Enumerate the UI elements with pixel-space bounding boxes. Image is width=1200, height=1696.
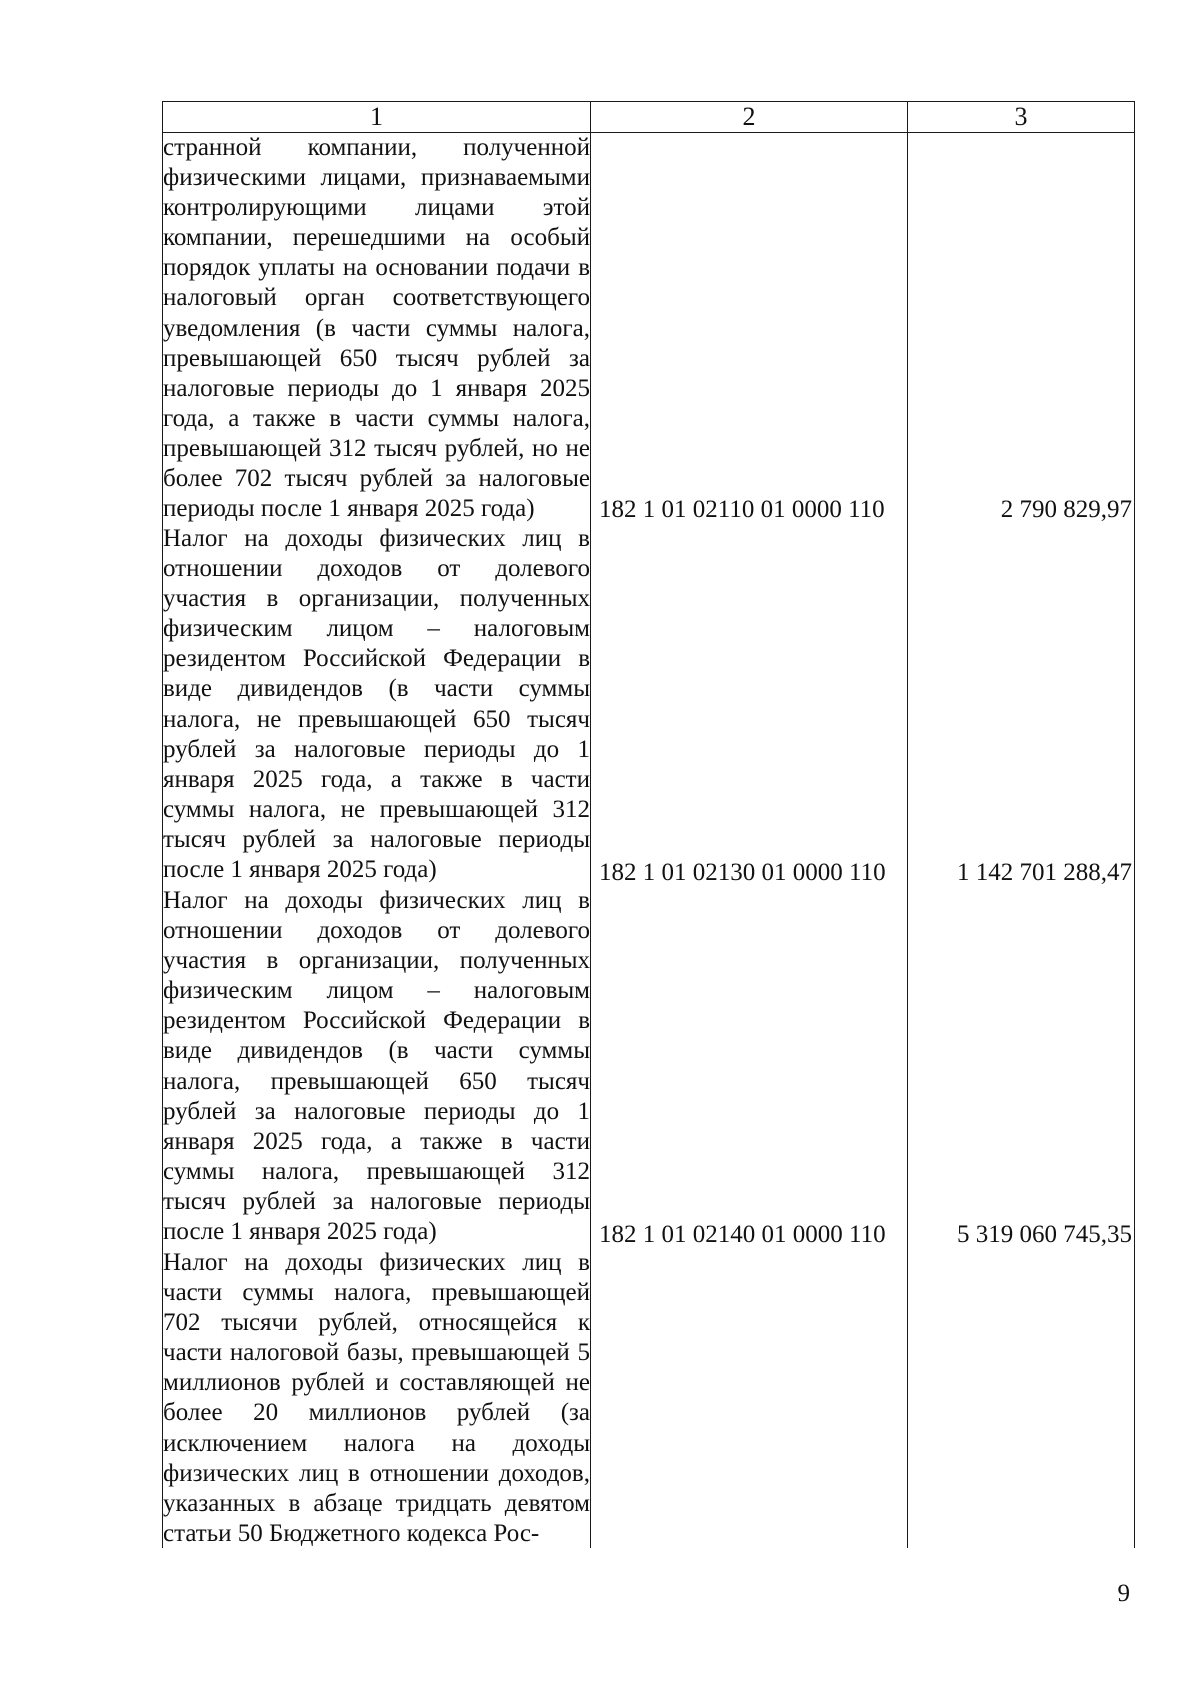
budget-classification-code: 182 1 01 02130 01 0000 110 bbox=[599, 859, 886, 886]
page-number: 9 bbox=[1117, 1580, 1130, 1607]
budget-classification-code: 182 1 01 02110 01 0000 110 bbox=[599, 496, 885, 523]
column-header-1: 1 bbox=[163, 102, 591, 133]
entry-description: Налог на доходы физических лиц в отношении доходов от долевого участия в организации, полученных физическим лицом – налоговым резидентом Российской Федерации в виде дивидендов (в части суммы налога, не превышающей 650 тысяч рублей за налоговые периоды до 1 января 2025 года, а также в части суммы налога, не превышающей 312 тысяч рублей за налоговые периоды после 1 января 2025 года) bbox=[163, 525, 590, 884]
code-column bbox=[591, 133, 908, 1549]
amount-value: 1 142 701 288,47 bbox=[957, 859, 1132, 886]
column-header-3: 3 bbox=[908, 102, 1135, 133]
amount-value: 5 319 060 745,35 bbox=[957, 1221, 1132, 1248]
table-header-row bbox=[163, 102, 1135, 133]
entry-description: Налог на доходы физических лиц в части суммы налога, превышающей 702 тысячи рублей, относящейся к части налоговой базы, превышающей 5 миллионов рублей и составляющей не более 20 миллионов рублей (за исключением налога на доходы физических лиц в отношении доходов, указанных в абзаце тридцать девятом статьи 50 Бюджетного кодекса Рос- bbox=[163, 1249, 590, 1547]
budget-revenue-table bbox=[162, 101, 1135, 1548]
budget-classification-code: 182 1 01 02140 01 0000 110 bbox=[599, 1221, 886, 1248]
entry-description: Налог на доходы физических лиц в отношении доходов от долевого участия в организации, полученных физическим лицом – налоговым резидентом Российской Федерации в виде дивидендов (в части суммы налога, превышающей 650 тысяч рублей за налоговые периоды до 1 января 2025 года, а также в части суммы налога, превышающей 312 тысяч рублей за налоговые периоды после 1 января 2025 года) bbox=[163, 887, 590, 1246]
amount-column bbox=[908, 133, 1135, 1549]
table-body-row bbox=[163, 133, 1135, 1549]
amount-value: 2 790 829,97 bbox=[1000, 496, 1132, 523]
description-column bbox=[163, 133, 591, 1549]
entry-description: странной компании, полученной физическими лицами, признаваемыми контролирующими лицами этой компании, перешедшими на особый порядок уплаты на основании подачи в налоговый орган соответствующего уведомления (в части суммы налога, превышающей 650 тысяч рублей за налоговые периоды до 1 января 2025 года, а также в части суммы налога, превышающей 312 тысяч рублей, но не более 702 тысяч рублей за налоговые периоды после 1 января 2025 года) bbox=[163, 134, 590, 523]
column-header-2: 2 bbox=[591, 102, 908, 133]
